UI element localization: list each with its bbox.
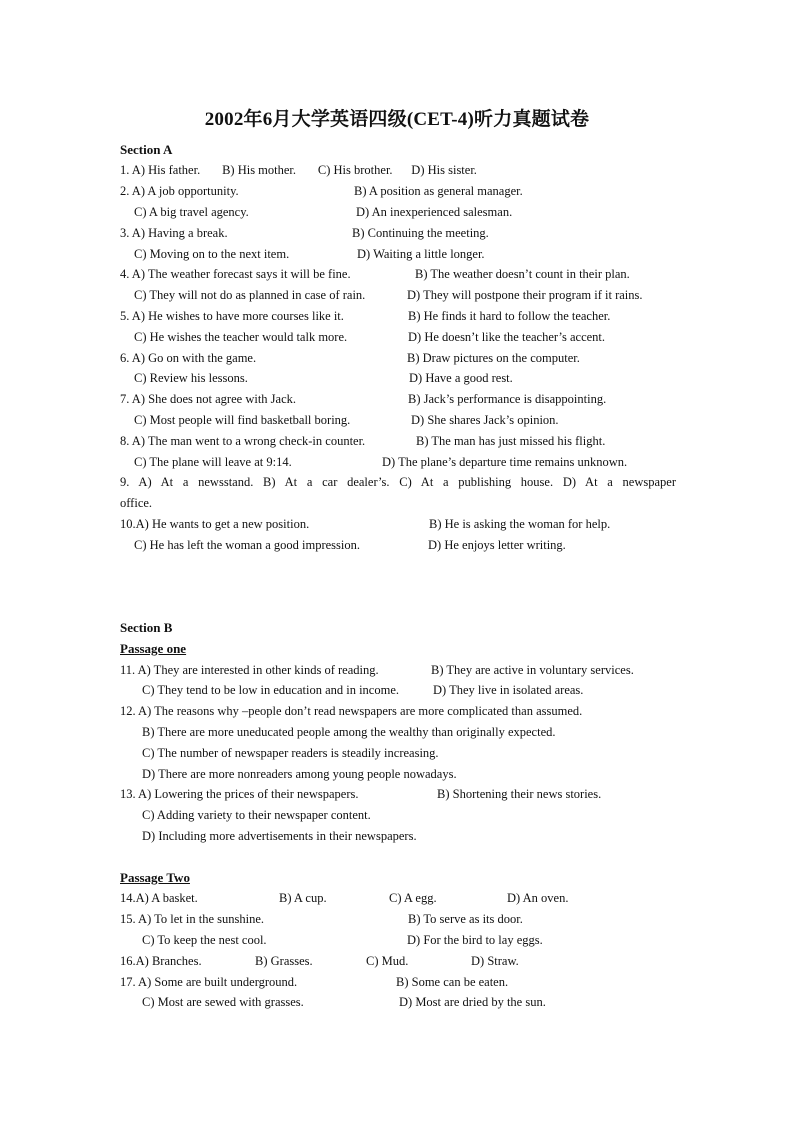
- q6-option-a: 6. A) Go on with the game.: [120, 351, 257, 365]
- q12-option-c: C) The number of newspaper readers is steadily increasing.: [142, 746, 439, 760]
- q16-option-a: 16.A) Branches.: [120, 954, 202, 968]
- q5-option-a: 5. A) He wishes to have more courses like it.: [120, 309, 344, 323]
- q4-option-a: 4. A) The weather forecast says it will be fine.: [120, 267, 351, 281]
- q15-option-a: 15. A) To let in the sunshine.: [120, 912, 265, 926]
- q7-option-a: 7. A) She does not agree with Jack.: [120, 392, 297, 406]
- q2-option-c: C) A big travel agency.: [134, 205, 249, 219]
- q6-option-b: B) Draw pictures on the computer.: [407, 351, 580, 365]
- q4-option-c: C) They will not do as planned in case of rain.: [134, 288, 366, 302]
- q3-option-c: C) Moving on to the next item.: [134, 247, 290, 261]
- q5-option-b: B) He finds it hard to follow the teacher.: [408, 309, 611, 323]
- q6-option-c: C) Review his lessons.: [134, 371, 248, 385]
- q14-option-c: C) A egg.: [389, 891, 437, 905]
- section-b-label: Section B: [120, 620, 173, 635]
- q17-option-b: B) Some can be eaten.: [396, 975, 509, 989]
- q13-option-c: C) Adding variety to their newspaper content.: [142, 808, 371, 822]
- q12-option-a: 12. A) The reasons why –people don’t read newspapers are more complicated than assumed.: [120, 704, 583, 718]
- q9-options: 9. A) At a newsstand. B) At a car dealer’s. C) At a publishing house. D) At a newspaper: [120, 475, 676, 489]
- q10-option-c: C) He has left the woman a good impression.: [134, 538, 360, 552]
- q3-option-a: 3. A) Having a break.: [120, 226, 228, 240]
- q12-option-b: B) There are more uneducated people among the wealthy than originally expected.: [142, 725, 556, 739]
- q15-option-b: B) To serve as its door.: [408, 912, 523, 926]
- q14-option-d: D) An oven.: [507, 891, 569, 905]
- q2-option-b: B) A position as general manager.: [354, 184, 523, 198]
- q2-option-a: 2. A) A job opportunity.: [120, 184, 239, 198]
- q7-option-c: C) Most people will find basketball boring.: [134, 413, 351, 427]
- q4-option-b: B) The weather doesn’t count in their plan.: [415, 267, 630, 281]
- q15-option-c: C) To keep the nest cool.: [142, 933, 267, 947]
- q11-option-a: 11. A) They are interested in other kinds of reading.: [120, 663, 379, 677]
- q17-option-d: D) Most are dried by the sun.: [399, 995, 546, 1009]
- q17-option-a: 17. A) Some are built underground.: [120, 975, 298, 989]
- q7-option-b: B) Jack’s performance is disappointing.: [408, 392, 607, 406]
- q10-option-d: D) He enjoys letter writing.: [428, 538, 566, 552]
- passage-one-label: Passage one: [120, 641, 187, 656]
- q10-option-b: B) He is asking the woman for help.: [429, 517, 611, 531]
- q15-option-d: D) For the bird to lay eggs.: [407, 933, 543, 947]
- q16-option-d: D) Straw.: [471, 954, 519, 968]
- q13-option-a: 13. A) Lowering the prices of their newspapers.: [120, 787, 359, 801]
- q16-option-c: C) Mud.: [366, 954, 409, 968]
- q16-option-b: B) Grasses.: [255, 954, 313, 968]
- section-a-label: Section A: [120, 142, 173, 157]
- q13-option-b: B) Shortening their news stories.: [437, 787, 602, 801]
- q17-option-c: C) Most are sewed with grasses.: [142, 995, 304, 1009]
- q11-option-b: B) They are active in voluntary services.: [431, 663, 634, 677]
- q5-option-c: C) He wishes the teacher would talk more.: [134, 330, 348, 344]
- q13-option-d: D) Including more advertisements in their newspapers.: [142, 829, 417, 843]
- q8-option-b: B) The man has just missed his flight.: [416, 434, 606, 448]
- q2-option-d: D) An inexperienced salesman.: [356, 205, 513, 219]
- q6-option-d: D) Have a good rest.: [409, 371, 513, 385]
- q14-option-a: 14.A) A basket.: [120, 891, 198, 905]
- passage-two-label: Passage Two: [120, 870, 190, 885]
- q3-option-d: D) Waiting a little longer.: [357, 247, 485, 261]
- q8-option-d: D) The plane’s departure time remains unknown.: [382, 455, 628, 469]
- q1-options: 1. A) His father. B) His mother. C) His brother. D) His sister.: [120, 163, 477, 177]
- q11-option-c: C) They tend to be low in education and in income.: [142, 683, 400, 697]
- page-title: 2002年6月大学英语四级(CET-4)听力真题试卷: [204, 109, 590, 130]
- q8-option-c: C) The plane will leave at 9:14.: [134, 455, 292, 469]
- q5-option-d: D) He doesn’t like the teacher’s accent.: [408, 330, 606, 344]
- q12-option-d: D) There are more nonreaders among young people nowadays.: [142, 767, 457, 781]
- q9-options-continued: office.: [120, 496, 153, 510]
- q7-option-d: D) She shares Jack’s opinion.: [411, 413, 559, 427]
- q10-option-a: 10.A) He wants to get a new position.: [120, 517, 310, 531]
- q3-option-b: B) Continuing the meeting.: [352, 226, 489, 240]
- q8-option-a: 8. A) The man went to a wrong check-in counter.: [120, 434, 366, 448]
- q11-option-d: D) They live in isolated areas.: [433, 683, 584, 697]
- q4-option-d: D) They will postpone their program if it rains.: [407, 288, 643, 302]
- q14-option-b: B) A cup.: [279, 891, 327, 905]
